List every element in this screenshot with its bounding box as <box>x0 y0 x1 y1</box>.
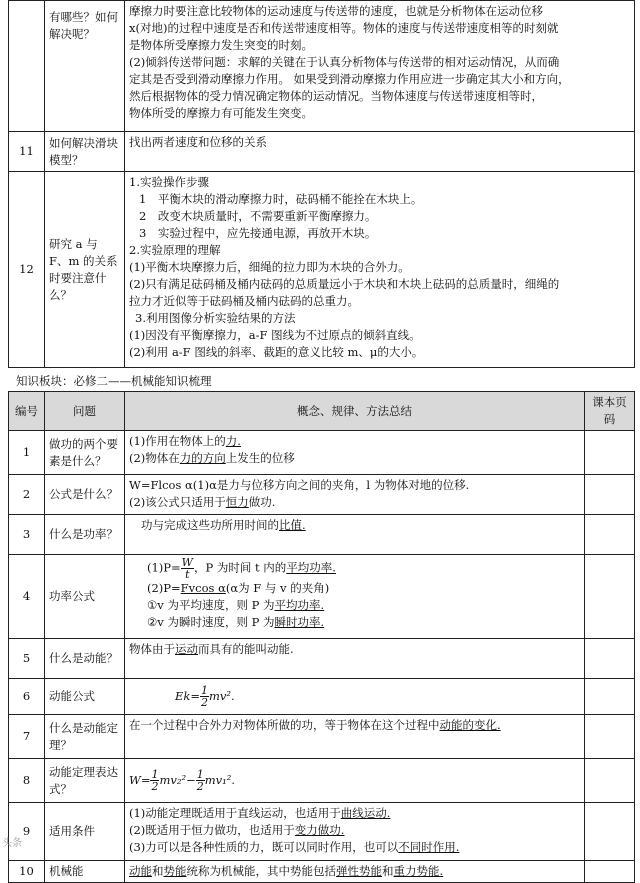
row-question: 研究 a 与 F、m 的关系时要注意什么？ <box>45 172 125 368</box>
row-page <box>585 431 635 475</box>
header-question: 问题 <box>45 392 125 431</box>
table-row <box>9 431 635 475</box>
row-page <box>585 803 635 861</box>
row-question: 如何解决滑块模型？ <box>45 132 125 172</box>
row-page <box>585 555 635 639</box>
table-row <box>9 639 635 679</box>
header-number: 编号 <box>9 392 45 431</box>
kinetic-energy-formula: Ek= $\frac{1}{2}$ mv². <box>175 684 235 709</box>
table-row <box>9 679 635 715</box>
row-number: 2 <box>9 475 45 515</box>
row-number: 10 <box>9 861 45 883</box>
row-page <box>585 861 635 883</box>
row-number: 1 <box>9 431 45 475</box>
row-question: 动能定理表达式？ <box>45 759 125 803</box>
row-page <box>585 715 635 759</box>
table-row <box>9 172 635 368</box>
row-number: 8 <box>9 759 45 803</box>
table-row <box>9 715 635 759</box>
row-answer: 功与完成这些功所用时间的比值. <box>125 515 585 555</box>
table-row <box>9 803 635 861</box>
row-question: 做功的两个要素是什么？ <box>45 431 125 475</box>
row-question: 适用条件 <box>45 803 125 861</box>
row-number: 4 <box>9 555 45 639</box>
row-number: 12 <box>9 172 45 368</box>
row-answer: 1.实验操作步骤 1 平衡木块的滑动摩擦力时，砝码桶不能拴在木块上。 2 改变木块质量时，不需要重新平衡摩擦力。 3 实验过程中，应先接通电源，再放开木块。 2.实验原理的理解 (1)平衡木块摩擦力后，细绳的拉力即为木块的合外力。 (2)只有满足砝码桶及桶内砝码的总质量远小于木块和木块上砝码的总质量时，细绳的 拉力才近似等于砝码桶及桶内砝码的总重力。 3.利用图像分析实验结果的方法 (1)因没有平衡摩擦力，a-F 图线为不过原点的倾斜直线。 (2)利用 a-F 图线的斜率、截距的意义比较 m、μ的大小。 <box>125 172 635 368</box>
row-number: 5 <box>9 639 45 679</box>
row-answer: (1)P= $\frac{W}{t}$ ，P 为时间 t 内的平均功率. (2)P=Fvcos α(α为 F 与 v 的夹角) ①v 为平均速度，则 P 为平均功率. ②v 为瞬时速度，则 P 为瞬时功率. <box>125 555 585 639</box>
row-answer: (1)动能定理既适用于直线运动，也适用于曲线运动. (2)既适用于恒力做功，也适用于变力做功. (3)力可以是各种性质的力，既可以同时作用，也可以不同时作用. <box>125 803 585 861</box>
row-page <box>585 475 635 515</box>
row-question: 什么是功率？ <box>45 515 125 555</box>
row-answer: 在一个过程中合外力对物体所做的功，等于物体在这个过程中动能的变化. <box>125 715 585 759</box>
row-answer: 动能和势能统称为机械能，其中势能包括弹性势能和重力势能. <box>125 861 585 883</box>
header-page: 课本页码 <box>585 392 635 431</box>
table-row <box>9 861 635 883</box>
watermark: 头条 <box>2 838 22 849</box>
row-number: 7 <box>9 715 45 759</box>
row-number: 11 <box>9 132 45 172</box>
fraction: $\frac{1}{2}$ <box>201 684 208 709</box>
row-answer <box>125 759 585 803</box>
table-row <box>9 759 635 803</box>
fraction: $\frac{1}{2}$ <box>151 768 159 793</box>
table-continued <box>8 0 635 368</box>
row-number: 3 <box>9 515 45 555</box>
row-answer <box>125 679 585 715</box>
row-page <box>585 515 635 555</box>
row-question: 什么是动能定理？ <box>45 715 125 759</box>
power-formula: (1)P= $\frac{W}{t}$ ，P 为时间 t 内的平均功率. <box>147 556 336 581</box>
row-answer: W=Flcos α(1)α是力与位移方向之间的夹角，l 为物体对地的位移. (2)该公式只适用于恒力做功. <box>125 475 585 515</box>
row-question: 什么是动能？ <box>45 639 125 679</box>
row-page <box>585 639 635 679</box>
fraction: $\frac{1}{2}$ <box>196 768 204 793</box>
row-question: 公式是什么？ <box>45 475 125 515</box>
row-number: 9 <box>9 803 45 861</box>
table-header-row <box>9 392 635 431</box>
knowledge-table <box>8 391 635 883</box>
table-row <box>9 132 635 172</box>
row-number: 6 <box>9 679 45 715</box>
row-answer: 摩擦力时要注意比较物体的运动速度与传送带的速度，也就是分析物体在运动位移 x(对地)的过程中速度是否和传送带速度相等。物体的速度与传送带速度相等的时刻就 是物体所受摩擦力发生突变的时刻。 (2)倾斜传送带问题：求解的关键在于认真分析物体与传送带的相对运动情况，从而确 定其是否受到滑动摩擦力作用。 如果受到滑动摩擦力作用应进一步确定其大小和方向， 然后根据物体的受力情况确定物体的运动情况。当物体速度与传送带速度相等时， 物体所受的摩擦力有可能发生突变。 <box>125 1 635 132</box>
table-row <box>9 555 635 639</box>
row-answer: (1)作用在物体上的力. (2)物体在力的方向上发生的位移 <box>125 431 585 475</box>
row-number <box>9 1 45 132</box>
row-question: 有哪些？如何解决呢？ <box>45 1 125 132</box>
section-title: 知识板块：必修二——机械能知识梳理 <box>16 374 212 388</box>
work-energy-formula: W= $\frac{1}{2}$ mv₂²− $\frac{1}{2}$ mv₁². <box>129 768 236 793</box>
row-answer: 找出两者速度和位移的关系 <box>125 132 635 172</box>
row-question: 功率公式 <box>45 555 125 639</box>
fraction: $\frac{W}{t}$ <box>181 556 193 581</box>
row-page <box>585 759 635 803</box>
row-answer: 物体由于运动而具有的能叫动能. <box>125 639 585 679</box>
table-row <box>9 515 635 555</box>
row-page <box>585 679 635 715</box>
row-question: 机械能 <box>45 861 125 883</box>
table-row <box>9 1 635 132</box>
header-summary: 概念、规律、方法总结 <box>125 392 585 431</box>
row-question: 动能公式 <box>45 679 125 715</box>
table-row <box>9 475 635 515</box>
